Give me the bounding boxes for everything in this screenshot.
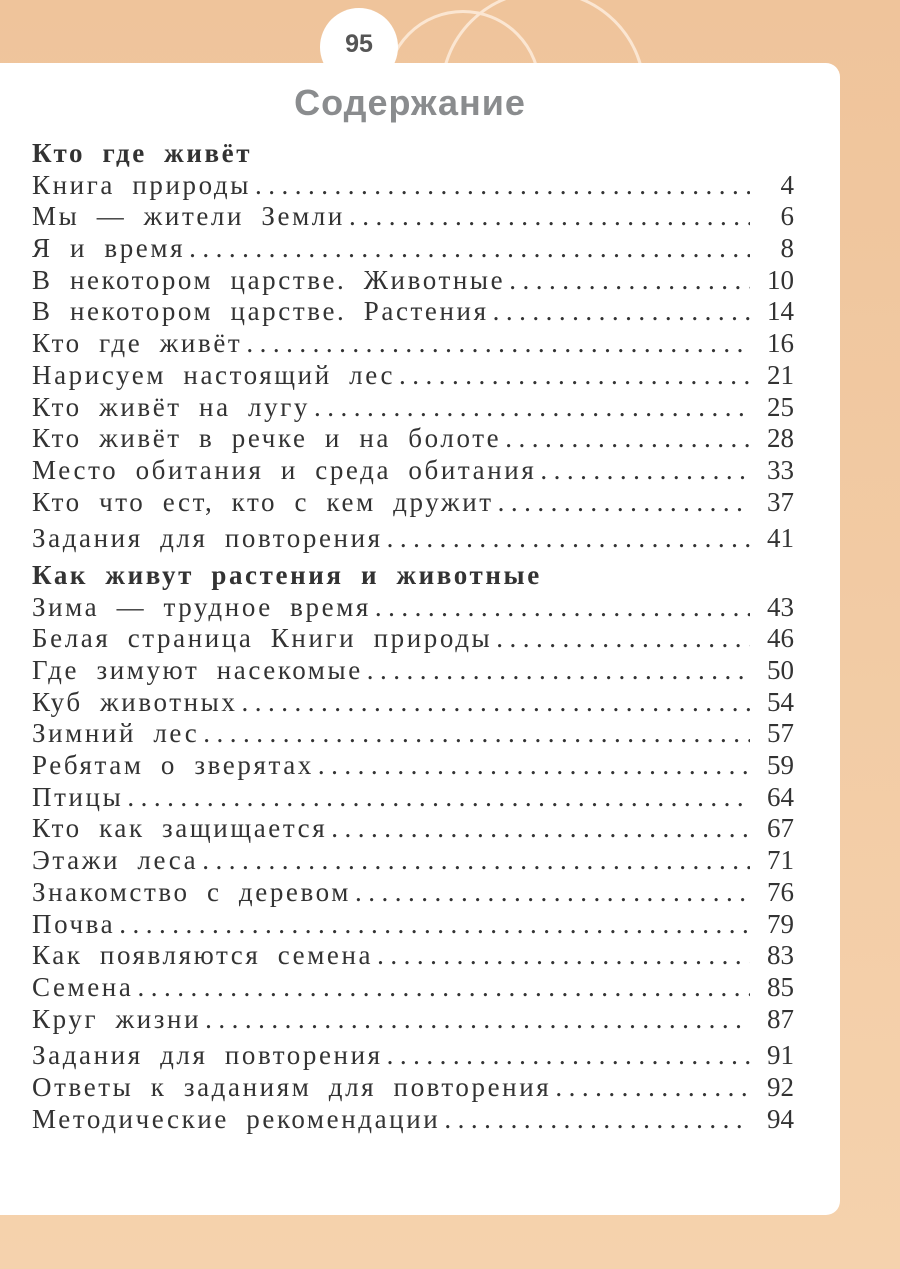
toc-entry-label: Кто что ест, кто с кем дружит: [32, 486, 494, 517]
toc-entry: [32, 1104, 794, 1136]
dot-leader: [202, 845, 750, 877]
dot-leader: [205, 1004, 750, 1036]
dot-leader: [255, 170, 750, 202]
dot-leader: [555, 1072, 750, 1104]
toc-entry-page: 46: [767, 623, 794, 654]
toc-entry: [32, 718, 794, 750]
dot-leader: [498, 487, 750, 519]
toc-entry: [32, 909, 794, 941]
dot-leader: [242, 687, 750, 719]
toc-entry-label: Мы — жители Земли: [32, 201, 345, 232]
table-of-contents: [32, 138, 794, 1135]
toc-entry-label: Я и время: [32, 233, 186, 264]
toc-entry: [32, 296, 794, 328]
toc-entry-label: Зима — трудное время: [32, 591, 371, 622]
toc-entry-label: Книга природы: [32, 169, 252, 200]
toc-entry-page: 59: [767, 750, 794, 781]
toc-entry-label: Кто живёт в речке и на болоте: [32, 423, 502, 454]
dot-leader: [355, 877, 750, 909]
dot-leader: [399, 360, 750, 392]
dot-leader: [127, 782, 750, 814]
toc-entry: [32, 360, 794, 392]
toc-section-heading: [32, 138, 794, 170]
toc-entry-label: Знакомство с деревом: [32, 876, 351, 907]
dot-leader: [375, 592, 750, 624]
toc-entry-label: Задания для повторения: [32, 523, 383, 554]
toc-entry-page: 16: [767, 328, 794, 359]
toc-entry: [32, 1072, 794, 1104]
toc-entry: [32, 1040, 794, 1072]
toc-entry-label: Почва: [32, 908, 116, 939]
toc-entry-page: 83: [767, 940, 794, 971]
toc-entry: [32, 813, 794, 845]
toc-entry-page: 6: [780, 201, 794, 232]
toc-entry-label: Кто как защищается: [32, 813, 328, 844]
toc-entry: [32, 265, 794, 297]
section-heading-label: Кто где живёт: [32, 138, 253, 168]
page-title: Содержание: [294, 82, 526, 123]
toc-entry: [32, 750, 794, 782]
toc-entry-page: 50: [767, 655, 794, 685]
toc-entry-page: 79: [767, 908, 794, 939]
dot-leader: [493, 296, 750, 328]
toc-entry-page: 91: [767, 1040, 794, 1071]
toc-entry-label: В некотором царстве. Животные: [32, 264, 506, 295]
toc-entry-label: Птицы: [32, 781, 124, 812]
toc-entry-page: 87: [767, 1003, 794, 1034]
toc-entry-label: Где зимуют насекомые: [32, 655, 363, 685]
toc-entry-label: Белая страница Книги природы: [32, 623, 493, 654]
dot-leader: [367, 655, 750, 687]
toc-entry: [32, 392, 794, 424]
toc-entry-page: 21: [767, 359, 794, 390]
toc-entry-label: Как появляются семена: [32, 940, 374, 971]
dot-leader: [189, 233, 750, 265]
toc-entry-label: Методические рекомендации: [32, 1103, 441, 1134]
toc-entry-page: 76: [767, 876, 794, 907]
toc-entry-page: 8: [780, 233, 794, 264]
toc-entry: [32, 328, 794, 360]
toc-entry-page: 94: [767, 1103, 794, 1134]
toc-entry-page: 25: [767, 391, 794, 422]
toc-entry-label: Ребятам о зверятах: [32, 750, 314, 781]
toc-entry-label: Кто живёт на лугу: [32, 391, 310, 422]
toc-entry-label: Круг жизни: [32, 1003, 202, 1034]
toc-entry-page: 43: [767, 591, 794, 622]
toc-entry-page: 33: [767, 454, 794, 485]
toc-entry-page: 37: [767, 486, 794, 517]
toc-entry-page: 71: [767, 845, 794, 876]
dot-leader: [119, 909, 750, 941]
dot-leader: [509, 265, 750, 297]
toc-entry: [32, 655, 794, 687]
dot-leader: [203, 718, 750, 750]
toc-entry-page: 67: [767, 813, 794, 844]
dot-leader: [540, 455, 750, 487]
dot-leader: [387, 1040, 750, 1072]
toc-entry: [32, 170, 794, 202]
toc-entry: [32, 455, 794, 487]
toc-entry-page: 92: [767, 1071, 794, 1102]
dot-leader: [377, 940, 750, 972]
toc-entry-label: Кто где живёт: [32, 328, 243, 359]
toc-entry-page: 64: [767, 781, 794, 812]
dot-leader: [331, 813, 750, 845]
toc-entry: [32, 687, 794, 719]
toc-entry-page: 28: [767, 423, 794, 454]
toc-entry-page: 57: [767, 718, 794, 749]
toc-entry-label: Куб животных: [32, 686, 238, 717]
toc-entry: [32, 523, 794, 555]
section-heading-label: Как живут растения и животные: [32, 559, 542, 590]
toc-entry-page: 10: [767, 264, 794, 295]
toc-entry-label: Зимний лес: [32, 718, 200, 749]
dot-leader: [137, 972, 750, 1004]
toc-entry: [32, 972, 794, 1004]
toc-entry-label: Задания для повторения: [32, 1040, 383, 1071]
dot-leader: [387, 523, 750, 555]
toc-entry-label: Семена: [32, 971, 134, 1002]
toc-entry: [32, 1004, 794, 1036]
page-number: 95: [320, 8, 398, 86]
dot-leader: [496, 623, 750, 655]
toc-entry-label: Ответы к заданиям для повторения: [32, 1071, 552, 1102]
toc-entry: [32, 940, 794, 972]
dot-leader: [246, 328, 750, 360]
toc-entry: [32, 592, 794, 624]
toc-entry-label: Нарисуем настоящий лес: [32, 359, 396, 390]
dot-leader: [444, 1104, 750, 1136]
toc-entry-page: 41: [767, 523, 794, 554]
dot-leader: [349, 201, 750, 233]
toc-entry: [32, 201, 794, 233]
toc-entry: [32, 877, 794, 909]
toc-entry-page: 4: [780, 169, 794, 200]
toc-entry: [32, 623, 794, 655]
dot-leader: [505, 423, 750, 455]
toc-entry: [32, 233, 794, 265]
toc-entry: [32, 782, 794, 814]
toc-entry-page: 54: [767, 686, 794, 717]
toc-entry-label: Этажи леса: [32, 845, 199, 876]
toc-entry-label: В некотором царстве. Растения: [32, 296, 489, 327]
toc-entry-page: 14: [767, 296, 794, 327]
toc-entry: [32, 423, 794, 455]
toc-entry: [32, 487, 794, 519]
dot-leader: [318, 750, 750, 782]
toc-entry: [32, 845, 794, 877]
toc-entry-page: 85: [767, 971, 794, 1002]
toc-entry-label: Место обитания и среда обитания: [32, 454, 537, 485]
toc-section-heading: [32, 560, 794, 592]
dot-leader: [314, 392, 750, 424]
